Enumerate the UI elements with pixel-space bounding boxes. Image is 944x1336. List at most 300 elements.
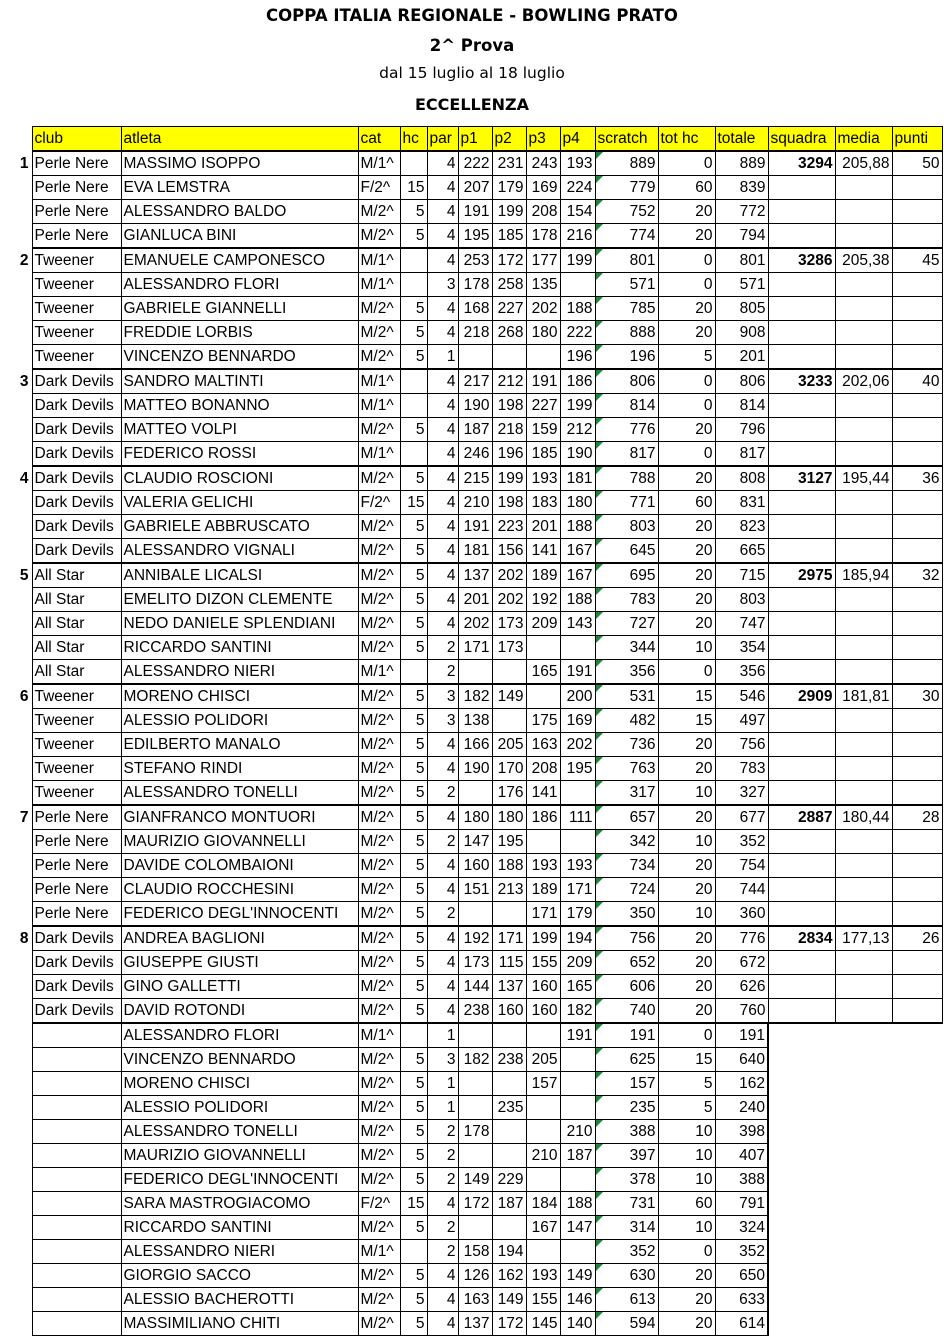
cell-p4: 180 <box>560 491 595 515</box>
cell-media <box>835 999 892 1024</box>
cell-hc: 15 <box>400 1192 427 1216</box>
cell-cat: M/2^ <box>358 224 400 249</box>
cell-p4 <box>560 1240 595 1264</box>
cell-par: 4 <box>427 588 458 612</box>
cell-p2: 229 <box>492 1168 526 1192</box>
cell-tothc: 20 <box>658 1312 715 1336</box>
cell-p2 <box>492 709 526 733</box>
table-row <box>14 466 942 491</box>
cell-club: Tweener <box>32 345 121 370</box>
cell-media <box>835 1072 892 1096</box>
cell-squadra <box>768 733 835 757</box>
team-rank <box>14 1264 32 1288</box>
cell-media <box>835 830 892 854</box>
cell-media: 181,81 <box>835 684 892 709</box>
cell-totale: 201 <box>715 345 768 370</box>
team-rank: 5 <box>19 566 29 584</box>
cell-media <box>835 176 892 200</box>
cell-club: Tweener <box>32 321 121 345</box>
column-header-atleta: atleta <box>121 127 358 152</box>
cell-p1: 187 <box>458 418 492 442</box>
cell-p3: 202 <box>526 297 560 321</box>
cell-totale: 327 <box>715 781 768 806</box>
cell-totale: 754 <box>715 854 768 878</box>
cell-hc: 5 <box>400 999 427 1024</box>
cell-p1: 171 <box>458 636 492 660</box>
cell-tothc: 0 <box>658 151 715 176</box>
cell-p4: 193 <box>560 854 595 878</box>
cell-hc: 5 <box>400 975 427 999</box>
cell-club: Dark Devils <box>32 539 121 564</box>
cell-hc: 5 <box>400 902 427 927</box>
cell-tothc: 20 <box>658 321 715 345</box>
cell-atleta: EDILBERTO MANALO <box>121 733 358 757</box>
cell-atleta: ALESSANDRO NIERI <box>121 1240 358 1264</box>
cell-p3: 183 <box>526 491 560 515</box>
table-row <box>14 1120 942 1144</box>
cell-par: 4 <box>427 200 458 224</box>
cell-cat: M/2^ <box>358 1312 400 1336</box>
cell-p1: 202 <box>458 612 492 636</box>
cell-media <box>835 1264 892 1288</box>
cell-par: 3 <box>427 709 458 733</box>
cell-p2: 162 <box>492 1264 526 1288</box>
cell-par: 2 <box>427 636 458 660</box>
cell-p2: 195 <box>492 830 526 854</box>
cell-cat: M/2^ <box>358 1168 400 1192</box>
cell-totale: 803 <box>715 588 768 612</box>
cell-hc: 5 <box>400 805 427 830</box>
cell-scratch: 645 <box>595 539 658 564</box>
team-rank <box>14 636 32 660</box>
cell-atleta: GINO GALLETTI <box>121 975 358 999</box>
cell-p2: 172 <box>492 248 526 273</box>
cell-club: Tweener <box>32 297 121 321</box>
cell-p1: 168 <box>458 297 492 321</box>
cell-p2: 185 <box>492 224 526 249</box>
cell-club <box>32 1120 121 1144</box>
cell-p4: 191 <box>560 660 595 685</box>
cell-totale: 747 <box>715 612 768 636</box>
table-row <box>14 805 942 830</box>
cell-tothc: 20 <box>658 1288 715 1312</box>
cell-atleta: ALESSANDRO TONELLI <box>121 781 358 806</box>
cell-club: Tweener <box>32 273 121 297</box>
cell-club <box>32 1312 121 1336</box>
cell-media: 205,38 <box>835 248 892 273</box>
cell-hc: 5 <box>400 1312 427 1336</box>
table-row <box>14 1023 942 1048</box>
cell-par: 4 <box>427 1288 458 1312</box>
cell-club <box>32 1168 121 1192</box>
cell-tothc: 0 <box>658 660 715 685</box>
cell-p2 <box>492 902 526 927</box>
cell-scratch: 752 <box>595 200 658 224</box>
cell-punti <box>892 394 942 418</box>
cell-media <box>835 418 892 442</box>
cell-club: Tweener <box>32 709 121 733</box>
cell-scratch: 157 <box>595 1072 658 1096</box>
cell-scratch: 191 <box>595 1023 658 1048</box>
cell-hc <box>400 273 427 297</box>
cell-p4 <box>560 273 595 297</box>
cell-tothc: 0 <box>658 248 715 273</box>
cell-totale: 756 <box>715 733 768 757</box>
cell-hc: 5 <box>400 563 427 588</box>
cell-squadra <box>768 321 835 345</box>
cell-punti <box>892 345 942 370</box>
category-heading: ECCELLENZA <box>414 95 530 114</box>
cell-p4: 179 <box>560 902 595 927</box>
cell-hc: 5 <box>400 878 427 902</box>
cell-p3: 155 <box>526 951 560 975</box>
cell-squadra <box>768 224 835 249</box>
cell-p3: 193 <box>526 1264 560 1288</box>
cell-hc: 15 <box>400 491 427 515</box>
cell-p1: 191 <box>458 515 492 539</box>
cell-p1: 246 <box>458 442 492 467</box>
cell-media <box>835 733 892 757</box>
cell-tothc: 0 <box>658 273 715 297</box>
cell-media <box>835 781 892 806</box>
cell-totale: 805 <box>715 297 768 321</box>
cell-atleta: NEDO DANIELE SPLENDIANI <box>121 612 358 636</box>
cell-punti: 50 <box>892 151 942 176</box>
cell-p1: 222 <box>458 151 492 176</box>
cell-hc: 5 <box>400 1168 427 1192</box>
cell-p4: 167 <box>560 539 595 564</box>
cell-p4: 143 <box>560 612 595 636</box>
cell-atleta: GABRIELE ABBRUSCATO <box>121 515 358 539</box>
cell-hc: 5 <box>400 224 427 249</box>
cell-p4: 111 <box>560 805 595 830</box>
cell-tothc: 20 <box>658 563 715 588</box>
cell-totale: 831 <box>715 491 768 515</box>
team-rank <box>14 757 32 781</box>
cell-squadra <box>768 418 835 442</box>
cell-hc <box>400 442 427 467</box>
cell-tothc: 20 <box>658 418 715 442</box>
cell-totale: 352 <box>715 1240 768 1264</box>
cell-atleta: ALESSIO POLIDORI <box>121 709 358 733</box>
table-row <box>14 1312 942 1336</box>
table-row <box>14 515 942 539</box>
cell-atleta: FEDERICO DEGL'INNOCENTI <box>121 1168 358 1192</box>
cell-squadra <box>768 1072 835 1096</box>
column-header-club: club <box>32 127 121 152</box>
cell-tothc: 10 <box>658 830 715 854</box>
cell-squadra <box>768 902 835 927</box>
cell-p1 <box>458 345 492 370</box>
column-header-par: par <box>427 127 458 152</box>
cell-atleta: VINCENZO BENNARDO <box>121 1048 358 1072</box>
cell-p4: 167 <box>560 563 595 588</box>
cell-p1: 181 <box>458 539 492 564</box>
cell-p2: 194 <box>492 1240 526 1264</box>
cell-tothc: 5 <box>658 345 715 370</box>
cell-tothc: 20 <box>658 951 715 975</box>
cell-atleta: GABRIELE GIANNELLI <box>121 297 358 321</box>
cell-hc <box>400 660 427 685</box>
cell-p1 <box>458 1072 492 1096</box>
cell-punti: 32 <box>892 563 942 588</box>
table-row <box>14 878 942 902</box>
cell-atleta: ALESSANDRO BALDO <box>121 200 358 224</box>
cell-p2: 198 <box>492 491 526 515</box>
cell-scratch: 482 <box>595 709 658 733</box>
cell-p3: 169 <box>526 176 560 200</box>
cell-media: 195,44 <box>835 466 892 491</box>
cell-par: 4 <box>427 1264 458 1288</box>
cell-par: 4 <box>427 854 458 878</box>
cell-p2: 218 <box>492 418 526 442</box>
cell-p3: 178 <box>526 224 560 249</box>
cell-club <box>32 1096 121 1120</box>
cell-p3: 243 <box>526 151 560 176</box>
team-rank <box>14 902 32 927</box>
cell-tothc: 20 <box>658 515 715 539</box>
cell-club: Tweener <box>32 248 121 273</box>
cell-p3: 210 <box>526 1144 560 1168</box>
cell-atleta: SARA MASTROGIACOMO <box>121 1192 358 1216</box>
cell-scratch: 803 <box>595 515 658 539</box>
cell-p2 <box>492 1023 526 1048</box>
cell-media <box>835 1048 892 1072</box>
cell-cat: M/2^ <box>358 1120 400 1144</box>
cell-hc: 5 <box>400 830 427 854</box>
cell-totale: 398 <box>715 1120 768 1144</box>
cell-atleta: GIUSEPPE GIUSTI <box>121 951 358 975</box>
cell-scratch: 352 <box>595 1240 658 1264</box>
cell-atleta: MATTEO BONANNO <box>121 394 358 418</box>
cell-cat: M/2^ <box>358 878 400 902</box>
cell-punti <box>892 781 942 806</box>
column-header-tot-hc: tot hc <box>658 127 715 152</box>
team-rank <box>14 975 32 999</box>
table-row <box>14 394 942 418</box>
cell-par: 4 <box>427 491 458 515</box>
cell-totale: 360 <box>715 902 768 927</box>
cell-tothc: 0 <box>658 369 715 394</box>
table-row <box>14 1240 942 1264</box>
cell-scratch: 378 <box>595 1168 658 1192</box>
cell-punti: 36 <box>892 466 942 491</box>
cell-punti <box>892 1096 942 1120</box>
cell-hc: 5 <box>400 418 427 442</box>
cell-p3: 184 <box>526 1192 560 1216</box>
cell-p3 <box>526 1168 560 1192</box>
cell-cat: M/2^ <box>358 297 400 321</box>
cell-par: 4 <box>427 515 458 539</box>
cell-cat: M/2^ <box>358 345 400 370</box>
cell-p3: 189 <box>526 563 560 588</box>
cell-hc: 5 <box>400 684 427 709</box>
cell-par: 4 <box>427 321 458 345</box>
cell-punti <box>892 1312 942 1336</box>
cell-totale: 388 <box>715 1168 768 1192</box>
cell-atleta: DAVIDE COLOMBAIONI <box>121 854 358 878</box>
cell-p4: 169 <box>560 709 595 733</box>
cell-media <box>835 1216 892 1240</box>
team-rank: 8 <box>19 929 29 947</box>
table-row <box>14 684 942 709</box>
cell-scratch: 606 <box>595 975 658 999</box>
team-rank <box>14 830 32 854</box>
cell-tothc: 20 <box>658 733 715 757</box>
cell-scratch: 531 <box>595 684 658 709</box>
cell-club: Dark Devils <box>32 466 121 491</box>
cell-scratch: 657 <box>595 805 658 830</box>
cell-p3: 208 <box>526 200 560 224</box>
cell-p3: 171 <box>526 902 560 927</box>
cell-p1 <box>458 1144 492 1168</box>
cell-squadra <box>768 491 835 515</box>
cell-squadra <box>768 176 835 200</box>
cell-hc: 5 <box>400 757 427 781</box>
cell-totale: 546 <box>715 684 768 709</box>
cell-media <box>835 1023 892 1048</box>
cell-p1: 190 <box>458 394 492 418</box>
cell-cat: M/2^ <box>358 612 400 636</box>
cell-squadra <box>768 1048 835 1072</box>
cell-media: 180,44 <box>835 805 892 830</box>
cell-punti <box>892 999 942 1024</box>
cell-squadra: 2909 <box>768 684 835 709</box>
cell-p1: 191 <box>458 200 492 224</box>
cell-punti <box>892 757 942 781</box>
cell-cat: M/2^ <box>358 539 400 564</box>
cell-p1: 147 <box>458 830 492 854</box>
cell-p3 <box>526 1120 560 1144</box>
cell-hc: 5 <box>400 297 427 321</box>
cell-media <box>835 515 892 539</box>
cell-p2: 172 <box>492 1312 526 1336</box>
cell-punti <box>892 1288 942 1312</box>
cell-media <box>835 878 892 902</box>
cell-cat: M/1^ <box>358 151 400 176</box>
cell-scratch: 801 <box>595 248 658 273</box>
cell-media <box>835 394 892 418</box>
table-row <box>14 830 942 854</box>
cell-par: 2 <box>427 1144 458 1168</box>
cell-p4 <box>560 1072 595 1096</box>
cell-scratch: 889 <box>595 151 658 176</box>
cell-hc: 5 <box>400 1072 427 1096</box>
cell-p3 <box>526 1023 560 1048</box>
cell-squadra <box>768 951 835 975</box>
cell-punti <box>892 224 942 249</box>
cell-par: 1 <box>427 345 458 370</box>
cell-club <box>32 1072 121 1096</box>
cell-p3: 135 <box>526 273 560 297</box>
cell-atleta: ALESSANDRO FLORI <box>121 1023 358 1048</box>
cell-tothc: 10 <box>658 1120 715 1144</box>
cell-p1: 253 <box>458 248 492 273</box>
cell-scratch: 724 <box>595 878 658 902</box>
cell-p2: 180 <box>492 805 526 830</box>
cell-club: All Star <box>32 636 121 660</box>
cell-p1 <box>458 902 492 927</box>
cell-club <box>32 1264 121 1288</box>
cell-hc: 5 <box>400 200 427 224</box>
cell-media <box>835 588 892 612</box>
cell-punti <box>892 1144 942 1168</box>
cell-squadra <box>768 442 835 467</box>
team-rank <box>14 345 32 370</box>
cell-totale: 665 <box>715 539 768 564</box>
table-row <box>14 1264 942 1288</box>
cell-totale: 908 <box>715 321 768 345</box>
team-rank <box>14 200 32 224</box>
cell-par: 4 <box>427 466 458 491</box>
cell-media <box>835 321 892 345</box>
cell-p3 <box>526 1096 560 1120</box>
team-rank <box>14 1168 32 1192</box>
team-rank <box>14 1144 32 1168</box>
cell-atleta: STEFANO RINDI <box>121 757 358 781</box>
cell-totale: 889 <box>715 151 768 176</box>
table-row <box>14 612 942 636</box>
cell-totale: 814 <box>715 394 768 418</box>
table-row <box>14 151 942 176</box>
cell-media <box>835 854 892 878</box>
cell-club: Dark Devils <box>32 951 121 975</box>
cell-club: Dark Devils <box>32 975 121 999</box>
cell-p3: 209 <box>526 612 560 636</box>
cell-media: 202,06 <box>835 369 892 394</box>
cell-p2: 137 <box>492 975 526 999</box>
cell-atleta: ALESSIO BACHEROTTI <box>121 1288 358 1312</box>
cell-media <box>835 1240 892 1264</box>
table-row <box>14 1096 942 1120</box>
cell-media <box>835 1192 892 1216</box>
cell-tothc: 20 <box>658 1264 715 1288</box>
cell-p4 <box>560 781 595 806</box>
cell-p2 <box>492 1120 526 1144</box>
cell-scratch: 736 <box>595 733 658 757</box>
cell-p1: 137 <box>458 1312 492 1336</box>
cell-atleta: MASSIMO ISOPPO <box>121 151 358 176</box>
cell-p1: 192 <box>458 926 492 951</box>
cell-tothc: 20 <box>658 926 715 951</box>
cell-p3: 160 <box>526 975 560 999</box>
cell-p4: 222 <box>560 321 595 345</box>
cell-tothc: 10 <box>658 1144 715 1168</box>
cell-media <box>835 1288 892 1312</box>
cell-hc: 5 <box>400 1216 427 1240</box>
cell-tothc: 20 <box>658 999 715 1024</box>
team-rank <box>14 854 32 878</box>
date-range: dal 15 luglio al 18 luglio <box>379 64 565 82</box>
cell-cat: M/2^ <box>358 418 400 442</box>
column-header-cat: cat <box>358 127 400 152</box>
cell-punti <box>892 1168 942 1192</box>
cell-par: 4 <box>427 248 458 273</box>
cell-punti <box>892 902 942 927</box>
cell-p1: 201 <box>458 588 492 612</box>
cell-scratch: 594 <box>595 1312 658 1336</box>
cell-p3: 185 <box>526 442 560 467</box>
table-row <box>14 588 942 612</box>
cell-cat: M/2^ <box>358 1264 400 1288</box>
table-row <box>14 636 942 660</box>
cell-totale: 801 <box>715 248 768 273</box>
cell-cat: M/2^ <box>358 854 400 878</box>
cell-p4: 188 <box>560 515 595 539</box>
cell-p2: 170 <box>492 757 526 781</box>
cell-punti <box>892 1120 942 1144</box>
cell-cat: F/2^ <box>358 491 400 515</box>
